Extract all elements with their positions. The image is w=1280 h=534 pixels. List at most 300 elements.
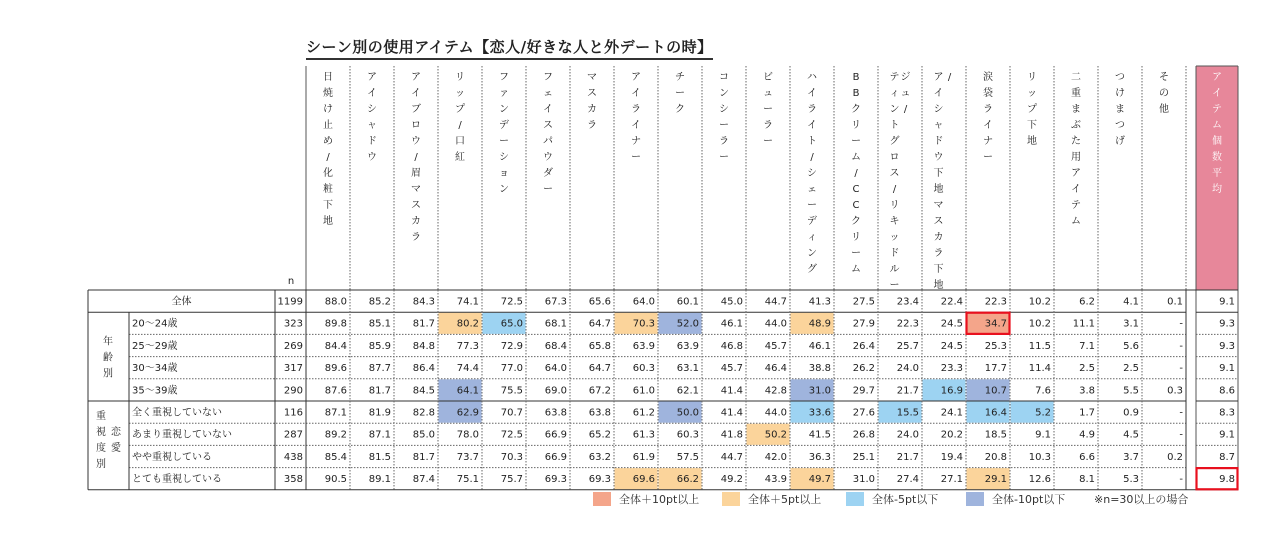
svg-text:リ: リ [1027,72,1037,83]
row-n: 323 [283,318,303,330]
svg-text:シ: シ [807,168,817,179]
cell-value: 62.1 [676,385,699,397]
svg-text:眉: 眉 [411,168,421,179]
group-label-age [103,335,113,380]
svg-text:地: 地 [323,216,333,227]
cell-value: 64.7 [588,363,611,375]
svg-text:け: け [1115,88,1125,99]
cell-value: 9.1 [1035,429,1051,441]
svg-text:ラ: ラ [587,120,597,131]
row-n: 290 [283,385,303,397]
svg-text:デ: デ [807,216,817,227]
cell-value: 63.2 [588,451,611,463]
cell-value: 41.4 [720,407,743,419]
svg-text:シ: シ [499,152,509,163]
svg-text:均: 均 [1212,184,1222,195]
svg-text:下: 下 [323,200,333,211]
cell-value: 11.5 [1028,340,1051,352]
svg-text:年: 年 [103,336,113,348]
column-header [851,72,861,275]
svg-text:ス: ス [889,168,900,179]
average-value: 9.1 [1219,429,1235,441]
svg-text:ロ: ロ [411,120,421,131]
svg-text:イ: イ [1212,88,1222,99]
cell-value: 10.2 [1028,296,1051,308]
cell-value: 23.4 [896,296,919,308]
svg-text:コ: コ [719,72,729,83]
svg-text:ま: ま [1115,104,1125,115]
svg-text:ー: ー [763,136,773,147]
cell-value: 4.5 [1123,429,1139,441]
cell-value: 24.1 [940,407,963,419]
svg-text:ム: ム [851,152,861,163]
svg-text:ッ: ッ [455,88,465,99]
cell-value: 61.0 [632,385,655,397]
cell-value: 0.1 [1167,296,1183,308]
svg-text:イ: イ [1071,184,1081,195]
svg-text:ド: ド [367,136,377,147]
cell-value: 50.2 [764,429,787,441]
cell-value: 24.5 [940,340,963,352]
svg-text:視: 視 [96,427,106,438]
svg-text:粧: 粧 [323,184,333,195]
svg-text:ー: ー [675,88,685,99]
svg-text:ま: ま [1071,104,1081,115]
cell-value: 70.7 [500,407,523,419]
svg-text:ブ: ブ [411,104,421,115]
cell-value: 67.2 [588,385,611,397]
svg-text:つ: つ [1115,72,1125,83]
chart-title: シーン別の使用アイテム【恋人/好きな人と外デートの時】 [306,36,713,60]
cell-value: 36.3 [808,451,831,463]
svg-text:C: C [852,200,860,211]
svg-text:ン: ン [499,104,509,115]
svg-text:下: 下 [933,264,944,275]
svg-text:ク: ク [851,104,861,115]
column-header [367,72,377,163]
cell-value: 63.8 [588,407,611,419]
average-value: 8.7 [1219,451,1235,463]
cell-value: 81.7 [412,318,435,330]
cell-value: 63.1 [676,363,699,375]
svg-text:め: め [323,136,333,147]
svg-text:そ: そ [1159,72,1169,83]
svg-text:イ: イ [631,88,641,99]
svg-text:ウ: ウ [367,152,377,163]
cell-value: 6.2 [1079,296,1095,308]
column-header [719,72,729,163]
cell-value: 0.2 [1167,451,1183,463]
n-label: n [287,276,295,287]
svg-text:ウ: ウ [933,152,944,163]
svg-text:イ: イ [983,120,993,131]
cell-value: 85.4 [324,451,347,463]
legend-swatch [846,492,864,506]
svg-text:焼: 焼 [323,88,333,99]
svg-text:止: 止 [323,120,333,131]
cell-value: 25.7 [896,340,919,352]
cell-value: 7.6 [1035,385,1051,397]
svg-text:ナ: ナ [983,136,993,147]
svg-text:カ: カ [587,104,597,115]
cell-value: 27.1 [940,474,963,486]
cell-value: 24.0 [896,429,919,441]
cell-value: - [1179,407,1183,419]
svg-text:ル: ル [889,264,900,275]
cell-value: 74.4 [456,363,479,375]
svg-text:/: / [810,152,814,163]
cell-value: 84.5 [412,385,435,397]
cell-value: 25.1 [852,451,875,463]
cell-value: 82.8 [412,407,435,419]
cell-value: 85.1 [368,318,391,330]
cell-value: 61.3 [632,429,655,441]
cell-value: 22.3 [984,296,1007,308]
svg-text:ン: ン [889,104,900,115]
svg-text:ッ: ッ [1027,88,1037,99]
svg-text:ア: ア [1212,72,1222,83]
cell-value: 78.0 [456,429,479,441]
svg-text:ー: ー [851,248,861,259]
row-n: 269 [283,340,303,352]
cell-value: 44.7 [764,296,787,308]
svg-text:B: B [852,72,860,83]
cell-value: 42.0 [764,451,787,463]
svg-text:数: 数 [1212,152,1222,163]
cell-value: 23.3 [940,363,963,375]
svg-text:ア: ア [631,72,641,83]
cell-value: 46.1 [720,318,743,330]
cell-value: 63.9 [632,340,655,352]
column-header [763,71,773,147]
svg-text:ン: ン [719,88,729,99]
cell-value: 70.3 [632,318,655,330]
column-header [807,72,817,275]
cell-value: 63.8 [544,407,567,419]
cell-value: 19.4 [940,451,963,463]
svg-text:B: B [852,88,860,99]
cell-value: 22.4 [940,296,963,308]
cell-value: 85.0 [412,429,435,441]
svg-text:ド: ド [889,248,900,259]
svg-text:イ: イ [367,88,377,99]
svg-text:二: 二 [1071,72,1081,83]
legend-note: ※n=30以上の場合 [1094,493,1189,506]
svg-text:/: / [326,152,330,163]
svg-text:齢: 齢 [103,352,113,364]
group-label-love [96,409,122,470]
cell-value: 34.7 [984,318,1007,330]
svg-text:ィ: ィ [807,232,817,243]
legend-item [966,492,1065,506]
cell-value: 60.3 [632,363,655,375]
row-n: 317 [283,363,303,375]
cell-value: 25.3 [984,340,1007,352]
cell-value: 72.5 [500,429,523,441]
svg-text:/: / [947,72,952,83]
cell-value: 85.9 [368,340,391,352]
svg-text:イ: イ [411,88,421,99]
cell-value: 2.5 [1123,363,1139,375]
svg-text:た: た [1071,136,1081,147]
svg-text:恋: 恋 [111,427,121,438]
svg-text:ン: ン [807,248,817,259]
svg-text:/: / [458,120,462,131]
cell-value: 12.6 [1028,474,1051,486]
cell-value: 45.0 [720,296,743,308]
svg-text:ク: ク [851,216,861,227]
cell-value: 45.7 [764,340,787,352]
svg-text:度: 度 [96,443,106,454]
cell-value: 22.3 [896,318,919,330]
cell-value: 65.6 [588,296,611,308]
average-value: 8.3 [1219,407,1235,419]
svg-text:ン: ン [499,184,509,195]
svg-text:ス: ス [411,200,421,211]
column-header [675,71,685,115]
cell-value: 0.9 [1123,407,1139,419]
svg-text:プ: プ [1027,104,1037,115]
svg-text:/: / [854,168,858,179]
cell-value: 72.5 [500,296,523,308]
svg-text:げ: げ [1115,136,1125,147]
cell-value: 18.5 [984,429,1007,441]
legend-item [722,492,821,506]
cell-value: 65.2 [588,429,611,441]
cell-value: 75.1 [456,474,479,486]
svg-text:イ: イ [933,88,944,99]
cell-value: 67.3 [544,296,567,308]
cell-value: 11.1 [1072,318,1095,330]
svg-text:ョ: ョ [499,168,509,179]
cell-value: 81.9 [368,407,391,419]
cell-value: 89.6 [324,363,347,375]
cell-value: 49.7 [808,474,831,486]
cell-value: 29.7 [852,385,875,397]
column-header [543,72,553,195]
svg-text:化: 化 [323,168,333,179]
cell-value: 89.8 [324,318,347,330]
cell-value: 42.8 [764,385,787,397]
cell-value: 60.3 [676,429,699,441]
cell-value: 64.0 [544,363,567,375]
cell-value: 24.5 [940,318,963,330]
cell-value: 70.3 [500,451,523,463]
cell-value: 8.1 [1079,474,1095,486]
svg-text:ム: ム [1212,120,1222,131]
cell-value: 69.3 [544,474,567,486]
cell-value: 68.1 [544,318,567,330]
cell-value: 5.5 [1123,385,1139,397]
cell-value: 69.3 [588,474,611,486]
average-value: 8.6 [1219,385,1235,397]
cell-value: 29.1 [984,474,1007,486]
svg-text:フ: フ [543,72,553,83]
svg-text:ダ: ダ [543,168,553,179]
row-n: 438 [283,451,303,463]
svg-text:ェ: ェ [807,184,817,195]
cell-value: 38.8 [808,363,831,375]
cell-value: 2.5 [1079,363,1095,375]
svg-text:ャ: ャ [367,120,377,131]
cell-value: 88.0 [324,296,347,308]
svg-text:ィ: ィ [889,88,900,99]
cell-value: 24.0 [896,363,919,375]
cell-value: 10.7 [984,385,1007,397]
cell-value: 16.4 [984,407,1007,419]
cell-value: 5.3 [1123,474,1139,486]
cell-value: 81.5 [368,451,391,463]
cell-value: - [1179,363,1183,375]
cell-value: 31.0 [808,385,831,397]
cell-value: 27.9 [852,318,875,330]
cell-value: 10.3 [1028,451,1051,463]
cell-value: 17.7 [984,363,1007,375]
svg-text:ー: ー [889,280,900,291]
svg-text:平: 平 [1212,168,1222,179]
cell-value: 21.7 [896,385,919,397]
svg-text:パ: パ [543,136,553,147]
svg-text:キ: キ [889,216,900,227]
svg-text:ャ: ャ [933,120,944,131]
svg-text:ュ: ュ [763,88,773,99]
column-header [499,72,509,195]
svg-text:別: 別 [103,368,113,380]
svg-text:ラ: ラ [763,120,773,131]
cell-value: 26.2 [852,363,875,375]
svg-text:ァ: ァ [499,88,509,99]
column-header [631,72,641,163]
svg-text:ー: ー [719,152,729,163]
cell-value: - [1179,340,1183,352]
cell-value: 69.6 [632,474,655,486]
cell-value: 41.8 [720,429,743,441]
cell-value: 3.7 [1123,451,1139,463]
svg-text:リ: リ [851,120,861,131]
svg-text:マ: マ [411,184,421,195]
row-n: 116 [283,407,303,419]
cell-value: 15.5 [896,407,919,419]
legend-item [846,492,938,506]
svg-text:個: 個 [1212,136,1222,147]
svg-text:プ: プ [455,104,465,115]
cell-value: 10.2 [1028,318,1051,330]
cell-value: 57.5 [676,451,699,463]
cell-value: 44.0 [764,318,787,330]
svg-text:紅: 紅 [455,152,465,163]
svg-text:ー: ー [851,136,861,147]
column-header [1071,72,1081,227]
cell-value: 43.9 [764,474,787,486]
svg-text:他: 他 [1159,104,1169,115]
cell-value: 44.7 [720,451,743,463]
svg-text:ウ: ウ [543,152,553,163]
row-n: 287 [283,429,303,441]
svg-text:ア: ア [1071,168,1081,179]
svg-text:ド: ド [933,136,944,147]
svg-text:イ: イ [807,88,817,99]
legend-swatch [722,492,740,506]
svg-text:涙: 涙 [983,72,993,83]
cell-value: 46.8 [720,340,743,352]
legend-item [593,492,699,506]
row-label: 30～34歳 [132,363,178,375]
svg-text:ハ: ハ [807,72,817,83]
cell-value: 5.6 [1123,340,1139,352]
svg-text:ー: ー [763,104,773,115]
cell-value: - [1179,429,1183,441]
svg-text:デ: デ [499,120,509,131]
svg-text:ラ: ラ [411,232,421,243]
cell-value: 87.1 [324,407,347,419]
svg-text:ッ: ッ [889,232,900,243]
cell-value: 11.4 [1028,363,1051,375]
svg-text:ラ: ラ [719,136,729,147]
cell-value: 50.0 [676,407,699,419]
column-header [587,72,597,131]
svg-text:/: / [903,104,908,115]
legend-label: 全体＋10pt以上 [619,493,700,506]
svg-text:リ: リ [851,232,861,243]
svg-text:ト: ト [807,136,817,147]
svg-text:フ: フ [499,72,509,83]
cell-value: 0.3 [1167,385,1183,397]
cell-value: 80.2 [456,318,479,330]
cell-value: 52.0 [676,318,699,330]
row-label: やや重視している [132,451,212,463]
svg-text:マ: マ [587,72,597,83]
cell-value: 27.5 [852,296,875,308]
svg-text:リ: リ [455,72,465,83]
cell-value: 6.6 [1079,451,1095,463]
svg-text:袋: 袋 [983,88,993,99]
svg-text:ェ: ェ [543,88,553,99]
cell-value: 68.4 [544,340,567,352]
cell-value: 85.2 [368,296,391,308]
cell-value: 3.1 [1123,318,1139,330]
cell-value: 46.1 [808,340,831,352]
cell-value: 48.9 [808,318,831,330]
svg-text:ー: ー [983,152,993,163]
cell-value: 46.4 [764,363,787,375]
svg-text:重: 重 [1071,88,1081,99]
legend-swatch [966,492,984,506]
cell-value: 75.5 [500,385,523,397]
column-header [1115,72,1125,147]
cell-value: 4.1 [1123,296,1139,308]
cell-value: - [1179,318,1183,330]
cell-value: 64.0 [632,296,655,308]
svg-text:ラ: ラ [983,104,993,115]
cell-value: 41.3 [808,296,831,308]
cell-value: 27.4 [896,474,919,486]
row-n: 358 [283,474,303,486]
cell-value: 65.0 [500,318,523,330]
cell-value: - [1179,474,1183,486]
svg-text:イ: イ [543,104,553,115]
svg-text:マ: マ [933,200,944,211]
svg-text:シ: シ [367,104,377,115]
svg-text:ナ: ナ [631,136,641,147]
svg-text:重: 重 [96,411,106,422]
column-header [1159,71,1169,115]
row-n: 1199 [277,296,303,308]
svg-text:地: 地 [1027,136,1037,147]
svg-text:ス: ス [587,88,597,99]
cell-value: 66.9 [544,451,567,463]
svg-text:テ: テ [1071,200,1081,211]
svg-text:ア: ア [411,72,421,83]
